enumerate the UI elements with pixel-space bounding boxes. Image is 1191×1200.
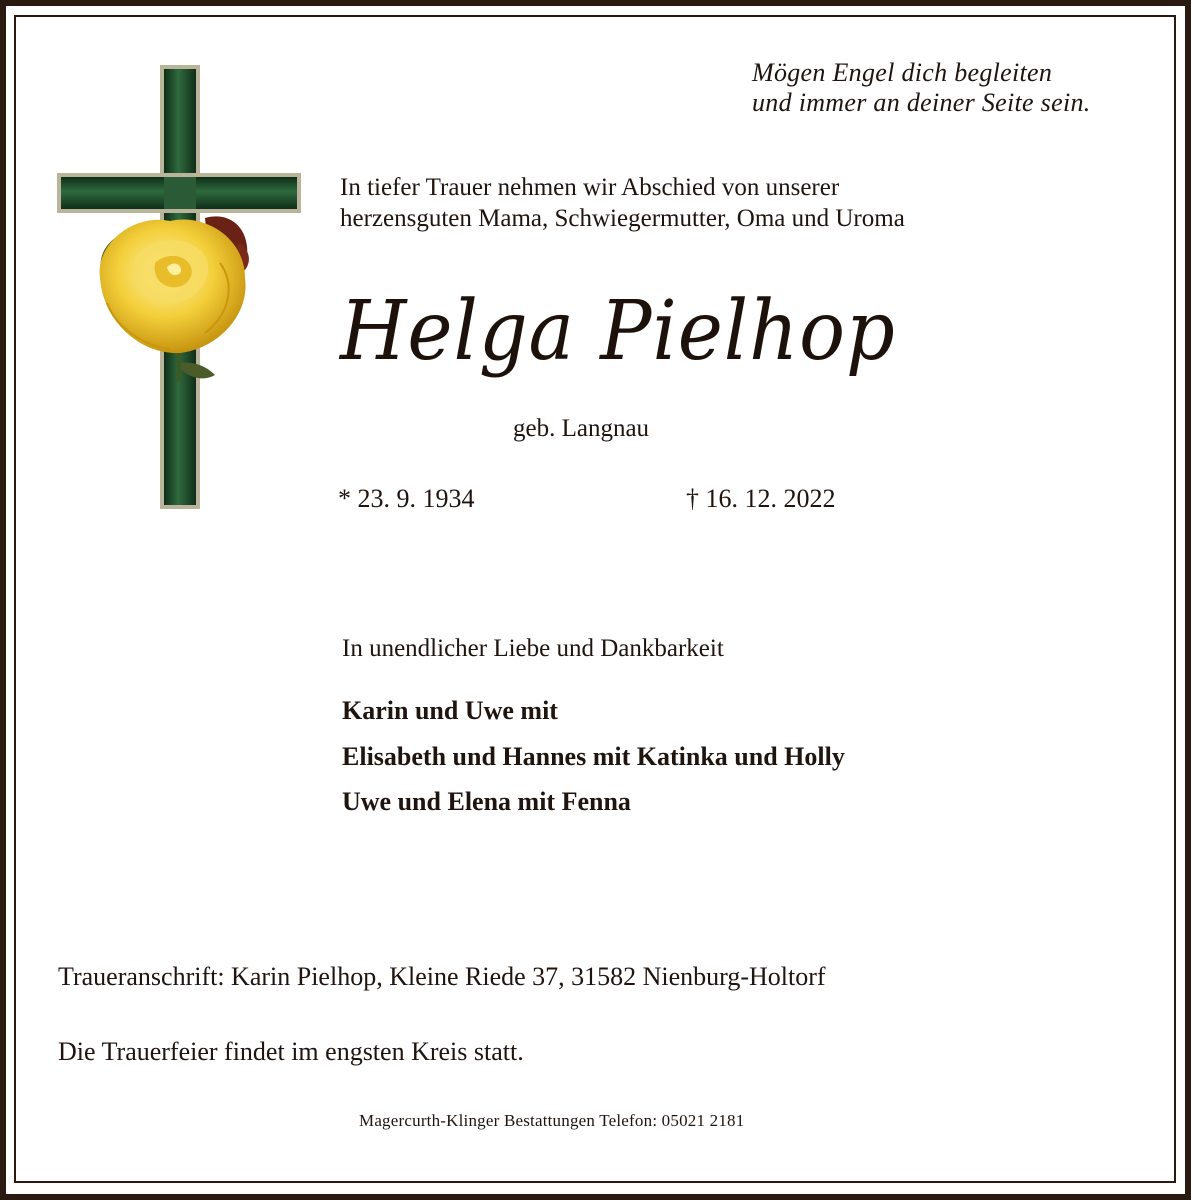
mourners-list bbox=[342, 688, 845, 825]
cross-with-rose-icon bbox=[55, 63, 305, 511]
intro-line-2: herzensguten Mama, Schwiegermutter, Oma und Uroma bbox=[340, 205, 905, 232]
ceremony-note: Die Trauerfeier findet im engsten Kreis statt. bbox=[58, 1037, 524, 1066]
quote-line-1: Mögen Engel dich begleiten bbox=[752, 58, 1053, 87]
death-date: † 16. 12. 2022 bbox=[686, 484, 836, 513]
mourner-line: Uwe und Elena mit Fenna bbox=[342, 787, 631, 816]
maiden-name: geb. Langnau bbox=[513, 415, 650, 442]
mourner-line: Karin und Uwe mit bbox=[342, 696, 558, 725]
deceased-name: Helga Pielhop bbox=[340, 284, 896, 379]
quote-line-2: und immer an deiner Seite sein. bbox=[752, 88, 1091, 117]
mourner-line: Elisabeth und Hannes mit Katinka und Holly bbox=[342, 741, 845, 771]
mourning-address: Traueranschrift: Karin Pielhop, Kleine Riede 37, 31582 Nienburg-Holtorf bbox=[58, 962, 826, 991]
intro-text bbox=[340, 172, 905, 234]
quote-verse bbox=[752, 58, 1091, 118]
intro-line-1: In tiefer Trauer nehmen wir Abschied von unserer bbox=[340, 174, 840, 201]
mourners-intro: In unendlicher Liebe und Dankbarkeit bbox=[342, 635, 724, 662]
birth-date: * 23. 9. 1934 bbox=[338, 484, 475, 513]
funeral-home-footer: Magercurth-Klinger Bestattungen Telefon: 05021 2181 bbox=[359, 1111, 745, 1130]
